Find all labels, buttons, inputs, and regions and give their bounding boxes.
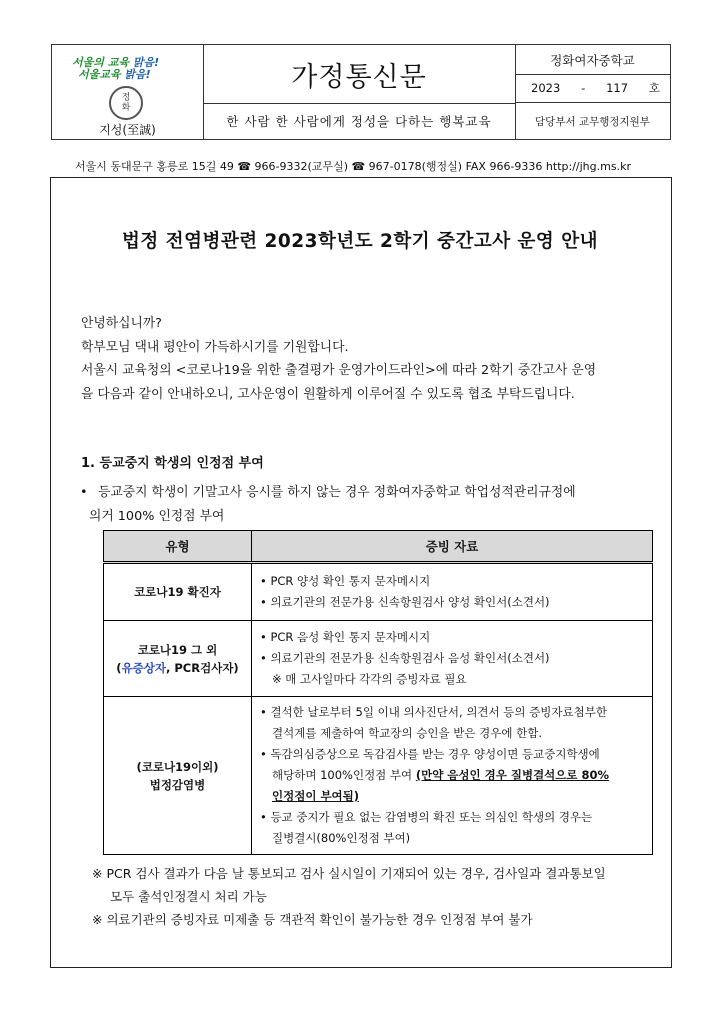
- bullet-dot: •: [80, 485, 88, 500]
- row-evidence: [252, 563, 653, 621]
- slogan-logo-line2a: 서울교육: [78, 68, 121, 81]
- row-type-line2: [105, 659, 250, 677]
- row-type-line2: 법정감염병: [149, 777, 206, 792]
- issue-ho: 호: [648, 81, 660, 95]
- issue-dash: -: [581, 81, 586, 95]
- evidence-line: • 의료기관의 전문가용 신속항원검사 양성 확인서(소견서): [260, 595, 550, 609]
- evidence-line: • 결석한 날로부터 5일 이내 의사진단서, 의견서 등의 증빙자료첨부한: [260, 705, 607, 719]
- seal-top-char: 정: [121, 93, 131, 103]
- intro-line-4: 을 다음과 같이 안내하오니, 고사운영이 원활하게 이루어질 수 있도록 협조 부탁드립니다.: [81, 387, 575, 402]
- evidence-line: 질병결시(80%인정점 부여): [272, 831, 411, 845]
- table-header-row: [104, 531, 653, 563]
- issue-year: 2023: [531, 81, 561, 95]
- evidence-line: • PCR 양성 확인 통지 문자메시지: [260, 574, 431, 588]
- intro-line-1: 안녕하십니까?: [81, 316, 162, 331]
- note-line-2: 모두 출석인정결시 처리 가능: [110, 889, 267, 904]
- bullet-line-1: 등교중지 학생이 기말고사 응시를 하지 않는 경우 정화여자중학교 학업성적관리규정에: [98, 485, 576, 500]
- department: 담당부서 교무행정지원부: [535, 115, 650, 128]
- evidence-line: 결석계를 제출하여 학교장의 승인을 받은 경우에 한함.: [272, 726, 542, 740]
- school-name: 정화여자중학교: [515, 45, 670, 75]
- bullet-line-2: 의거 100% 인정점 부여: [89, 509, 225, 524]
- row-type-line1: (코로나19이외): [136, 759, 219, 774]
- education-slogan-logo: [72, 57, 159, 81]
- school-address: 서울시 동대문구 홍릉로 15길 49 ☎ 966-9332(교무실) ☎ 967-0178(행정실) FAX 966-9336 http://jhg.ms.kr: [75, 160, 631, 173]
- row-evidence: [252, 697, 653, 855]
- logo-cell: [52, 45, 204, 139]
- notes: [92, 862, 662, 931]
- type-paren: (: [116, 660, 122, 675]
- issue-number: [515, 74, 670, 103]
- section-1-heading: 1. 등교중지 학생의 인정점 부여: [81, 456, 264, 471]
- row-type: [104, 621, 252, 697]
- slogan-logo-line1b: 맑음!: [132, 56, 160, 69]
- col-header-evidence: 증빙 자료: [252, 531, 653, 563]
- table-row: [104, 621, 653, 697]
- issue-no: 117: [606, 81, 629, 95]
- row-evidence: [252, 621, 653, 697]
- intro-line-2: 학부모님 댁내 평안이 가득하시기를 기원합니다.: [81, 340, 349, 355]
- evidence-line: • 등교 중지가 필요 없는 감염병의 확진 또는 의심인 학생의 경우는: [260, 810, 593, 824]
- evidence-line: [260, 765, 652, 786]
- row-type: [104, 697, 252, 855]
- type-rest: , PCR검사자): [166, 660, 239, 675]
- symptomatic-label: 유증상자: [121, 660, 166, 675]
- slogan-logo-line1a: 서울의 교육: [72, 56, 129, 69]
- evidence-text: 해당하며 100%인정점 부여: [272, 768, 413, 782]
- table-row: [104, 563, 653, 621]
- col-header-type: 유형: [104, 531, 252, 563]
- seal-bottom-char: 화: [121, 103, 131, 113]
- row-type-line1: 코로나19 그 외: [137, 642, 218, 657]
- evidence-emphasis: 인정점이 부여됨): [272, 789, 360, 803]
- school-motto: 지성(至誠): [99, 123, 156, 137]
- note-line-1: ※ PCR 검사 결과가 다음 날 통보되고 검사 실시일이 기재되어 있는 경우, 검사일과 결과통보일: [92, 866, 606, 881]
- school-slogan: 한 사람 한 사람에게 정성을 다하는 행복교육: [203, 103, 516, 139]
- document-title: 법정 전염병관련 2023학년도 2학기 중간고사 운영 안내: [122, 231, 598, 252]
- intro-line-3: 서울시 교육청의 <코로나19을 위한 출결평가 운영가이드라인>에 따라 2학기 중간고사 운영: [81, 363, 597, 378]
- table-row: [104, 697, 653, 855]
- evidence-note: ※ 매 고사일마다 각각의 증빙자료 필요: [272, 672, 467, 686]
- school-seal-icon: [109, 86, 143, 120]
- slogan-logo-line2b: 밝음!: [124, 68, 151, 81]
- letter-header: [51, 44, 671, 140]
- evidence-line: • 독감의심증상으로 독감검사를 받는 경우 양성이면 등교중지학생에: [260, 747, 600, 761]
- row-type: 코로나19 확진자: [104, 563, 252, 621]
- note-line-3: ※ 의료기관의 증빙자료 미제출 등 객관적 확인이 불가능한 경우 인정점 부여 불가: [92, 912, 533, 927]
- section-1-bullet: [80, 481, 652, 529]
- evidence-emphasis: (만약 음성인 경우 질병결석으로 80%: [415, 768, 610, 782]
- evidence-table: [103, 530, 653, 855]
- evidence-line: [260, 786, 652, 807]
- evidence-line: • 의료기관의 전문가용 신속항원검사 음성 확인서(소견서): [260, 651, 550, 665]
- document-type: 가정통신문: [203, 45, 516, 104]
- evidence-line: • PCR 음성 확인 통지 문자메시지: [260, 630, 431, 644]
